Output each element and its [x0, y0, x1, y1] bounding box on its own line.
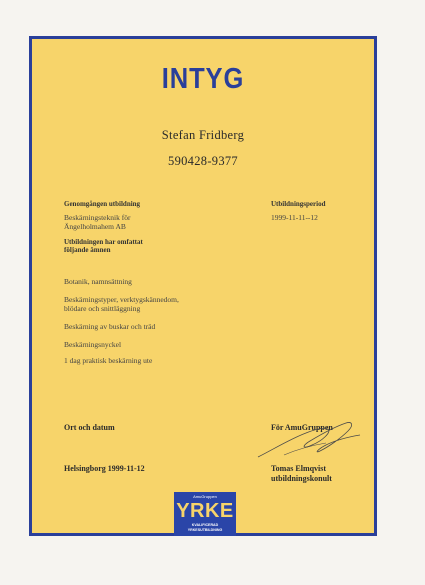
yrke-logo [174, 492, 236, 536]
place-date-value: Helsingborg 1999-11-12 [64, 464, 145, 473]
topics-label-line2: följande ämnen [64, 246, 111, 254]
logo-subtitle-line2: YRKESUTBILDNING [187, 528, 223, 532]
topic-item: Beskärningstyper, verktygskännedom, [64, 295, 179, 304]
personal-number: 590428-9377 [168, 154, 238, 168]
person-name: Stefan Fridberg [161, 128, 245, 142]
training-label: Genomgången utbildning [64, 200, 141, 208]
signatory-role: utbildningskonult [271, 474, 332, 483]
topic-item: Beskärning av buskar och träd [64, 322, 156, 331]
certificate-title: INTYG [161, 63, 245, 95]
topic-item: Botanik, namnsättning [64, 277, 132, 286]
logo-subtitle-line1: KVALIFICERAD [191, 523, 219, 527]
topic-item: 1 dag praktisk beskärning ute [64, 356, 153, 365]
signatory-label: För AmuGruppen [271, 423, 333, 432]
signature [254, 419, 364, 463]
logo-brand: AmuGruppen [193, 494, 217, 499]
place-date-label: Ort och datum [64, 423, 115, 432]
training-value-line2: Ängelholmahem AB [64, 222, 126, 231]
topics-label-line1: Utbildningen har omfattat [64, 238, 143, 246]
logo-word: YRKE [176, 500, 234, 522]
certificate-frame [29, 36, 377, 536]
signatory-name: Tomas Elmqvist [271, 464, 327, 473]
period-value: 1999-11-11--12 [271, 213, 318, 222]
period-label: Utbildningsperiod [271, 200, 326, 208]
training-value-line1: Beskärningsteknik för [64, 213, 131, 222]
topic-item: blödare och snittläggning [64, 304, 141, 313]
topic-item: Beskärningsnyckel [64, 340, 122, 349]
